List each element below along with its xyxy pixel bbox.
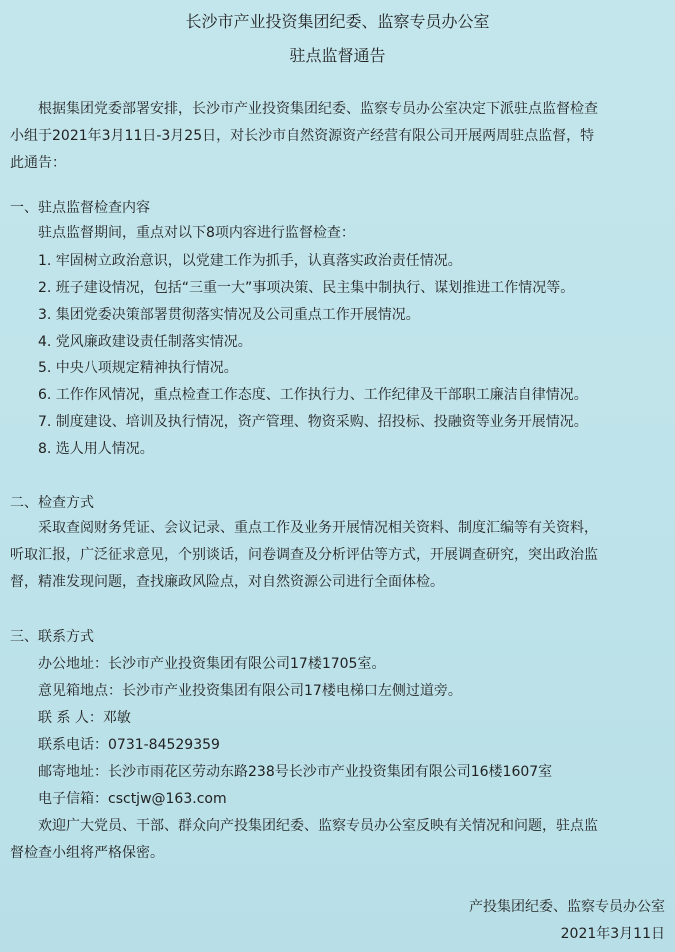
mailbox-location: 意见箱地点：长沙市产业投资集团有限公司17楼电梯口左侧过道旁。 bbox=[38, 683, 462, 699]
signature-issuer: 产投集团纪委、监察专员办公室 bbox=[469, 899, 665, 915]
document-title: 长沙市产业投资集团纪委、监察专员办公室 bbox=[185, 12, 490, 31]
section1-item-1: 1. 牢固树立政治意识，以党建工作为抓手，认真落实政治责任情况。 bbox=[38, 253, 462, 269]
signature-date: 2021年3月11日 bbox=[560, 926, 665, 942]
section1-heading: 一、驻点监督检查内容 bbox=[10, 200, 150, 216]
section2-line-3: 督，精准发现问题，查找廉政风险点，对自然资源公司进行全面体检。 bbox=[10, 574, 444, 590]
section1-item-8: 8. 选人用人情况。 bbox=[38, 441, 154, 457]
document-subtitle: 驻点监督通告 bbox=[289, 46, 386, 65]
section2-heading: 二、检查方式 bbox=[10, 495, 94, 511]
section1-lead: 驻点监督期间，重点对以下8项内容进行监督检查： bbox=[38, 225, 355, 241]
section2-line-1: 采取查阅财务凭证、会议记录、重点工作及业务开展情况相关资料、制度汇编等有关资料， bbox=[38, 520, 598, 536]
section1-item-4: 4. 党风廉政建设责任制落实情况。 bbox=[38, 334, 252, 350]
intro-line-2: 小组于2021年3月11日-3月25日，对长沙市自然资源资产经营有限公司开展两周驻点监督，特 bbox=[10, 128, 595, 144]
intro-line-1: 根据集团党委部署安排，长沙市产业投资集团纪委、监察专员办公室决定下派驻点监督检查 bbox=[38, 101, 598, 117]
closing-line-1: 欢迎广大党员、干部、群众向产投集团纪委、监察专员办公室反映有关情况和问题，驻点监 bbox=[38, 818, 598, 834]
section2-line-2: 听取汇报，广泛征求意见，个别谈话，问卷调查及分析评估等方式，开展调查研究，突出政治监 bbox=[10, 547, 598, 563]
postal-address: 邮寄地址：长沙市雨花区劳动东路238号长沙市产业投资集团有限公司16楼1607室 bbox=[38, 764, 553, 780]
section1-item-2: 2. 班子建设情况，包括“三重一大”事项决策、民主集中制执行、谋划推进工作情况等。 bbox=[38, 280, 575, 296]
contact-phone: 联系电话：0731-84529359 bbox=[38, 737, 220, 753]
section3-heading: 三、联系方式 bbox=[10, 629, 94, 645]
section1-item-5: 5. 中央八项规定精神执行情况。 bbox=[38, 360, 238, 376]
intro-line-3: 此通告： bbox=[10, 155, 66, 171]
closing-line-2: 督检查小组将严格保密。 bbox=[10, 845, 164, 861]
section1-item-6: 6. 工作作风情况，重点检查工作态度、工作执行力、工作纪律及干部职工廉洁自律情况。 bbox=[38, 387, 588, 403]
contact-email: 电子信箱：csctjw@163.com bbox=[38, 791, 227, 807]
section1-item-7: 7. 制度建设、培训及执行情况，资产管理、物资采购、招投标、投融资等业务开展情况。 bbox=[38, 414, 588, 430]
office-address: 办公地址：长沙市产业投资集团有限公司17楼1705室。 bbox=[38, 656, 386, 672]
section1-item-3: 3. 集团党委决策部署贯彻落实情况及公司重点工作开展情况。 bbox=[38, 307, 420, 323]
contact-person: 联 系 人：邓敏 bbox=[38, 710, 131, 726]
